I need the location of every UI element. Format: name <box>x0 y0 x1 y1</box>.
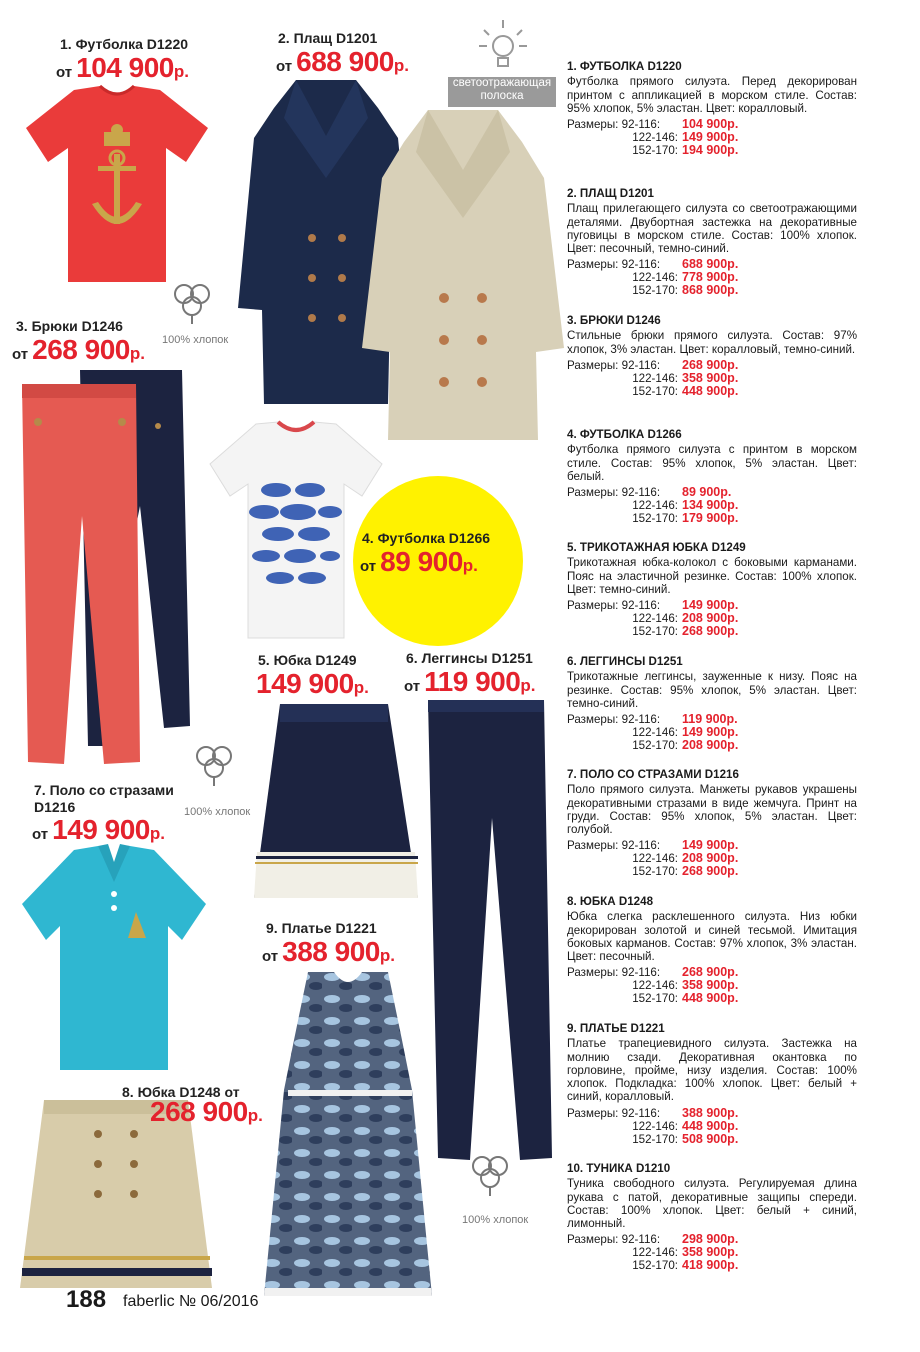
size-range: Размеры: 92-116: <box>567 599 661 613</box>
size-range: 152-170: <box>632 284 678 298</box>
cotton-flower-icon <box>168 280 216 324</box>
size-price-row <box>567 992 857 1005</box>
size-range: Размеры: 92-116: <box>567 486 661 500</box>
product-label-2: 2. Плащ D1201 <box>278 30 378 46</box>
description-text: Футболка прямого силуэта с принтом в морском стиле. Состав: 95% хлопок, 5% эластан. Цвет: белый. <box>567 443 857 483</box>
size-price: 208 900р. <box>682 611 739 626</box>
size-price-row <box>567 359 857 372</box>
size-price-list <box>567 118 857 157</box>
dress-d1221-image <box>262 970 434 1300</box>
size-price: 149 900р. <box>682 838 739 853</box>
size-price: 268 900р. <box>682 357 739 372</box>
size-range: Размеры: 92-116: <box>567 1233 661 1247</box>
size-price: 119 900р. <box>682 712 738 727</box>
description-text: Стильные брюки прямого силуэта. Состав: 97% хлопок, 3% эластан. Цвет: коралловый, темно-синий. <box>567 329 857 356</box>
description-text: Трикотажная юбка-колокол с боковыми карманами. Пояс на эластичной резинке. Состав: 100% хлопок. Цвет: темно-синий. <box>567 556 857 596</box>
size-price: 388 900р. <box>682 1105 739 1120</box>
description-heading: 3. БРЮКИ D1246 <box>567 314 661 327</box>
tshirt-d1220-image <box>22 84 212 289</box>
size-price: 418 900р. <box>682 1258 739 1273</box>
description-block-8 <box>567 895 857 1005</box>
size-range: 122-146: <box>632 1119 678 1133</box>
leggings-d1251-image <box>420 698 560 1166</box>
size-price-row <box>567 385 857 398</box>
product-price-4: от 89 900р. <box>360 546 478 577</box>
product-price-7: от 149 900р. <box>32 814 165 845</box>
size-range: Размеры: 92-116: <box>567 713 661 727</box>
size-range: 152-170: <box>632 739 678 753</box>
size-range: 152-170: <box>632 1259 678 1273</box>
trousers-d1246-image <box>18 366 198 778</box>
size-range: Размеры: 92-116: <box>567 258 661 272</box>
size-price: 179 900р. <box>682 511 739 526</box>
size-price: 134 900р. <box>682 498 739 513</box>
size-price-row <box>567 144 857 157</box>
size-range: Размеры: 92-116: <box>567 1106 661 1120</box>
size-price: 358 900р. <box>682 1245 739 1260</box>
size-range: 152-170: <box>632 865 678 879</box>
size-range: Размеры: 92-116: <box>567 358 661 372</box>
product-price-9: от 388 900р. <box>262 936 395 967</box>
size-price: 194 900р. <box>682 143 739 158</box>
size-price: 448 900р. <box>682 1118 739 1133</box>
size-price-list <box>567 713 857 752</box>
size-price: 208 900р. <box>682 738 739 753</box>
size-range: 152-170: <box>632 992 678 1006</box>
description-text: Плащ прилегающего силуэта со светоотражающими деталями. Двубортная застежка на декоративные пуговицы в морском стиле. Состав: 100% хлопок. Цвет: песочный, темно-синий. <box>567 202 857 256</box>
product-label-8: 8. Юбка D1248 от <box>122 1084 240 1100</box>
size-price: 868 900р. <box>682 283 739 298</box>
description-heading: 9. ПЛАТЬЕ D1221 <box>567 1022 665 1035</box>
description-block-4 <box>567 428 857 525</box>
size-price: 208 900р. <box>682 851 739 866</box>
product-label-6: 6. Леггинсы D1251 <box>406 650 533 666</box>
page-number: 188 <box>66 1286 107 1313</box>
description-text: Трикотажные леггинсы, зауженные к низу. Пояс на резинке. Состав: 95% хлопок, 5% эластан. Цвет: темно-синий. <box>567 670 857 710</box>
size-price-list <box>567 966 857 1005</box>
product-price-6: от 119 900р. <box>404 666 536 697</box>
product-label-3: 3. Брюки D1246 <box>16 318 123 334</box>
size-price-list <box>567 1107 857 1146</box>
description-heading: 5. ТРИКОТАЖНАЯ ЮБКА D1249 <box>567 541 746 554</box>
product-price-1: от 104 900р. <box>56 52 189 83</box>
description-heading: 6. ЛЕГГИНСЫ D1251 <box>567 655 683 668</box>
size-range: Размеры: 92-116: <box>567 118 661 132</box>
coat-sand-d1201-image <box>360 108 566 444</box>
size-range: 122-146: <box>632 612 678 626</box>
description-block-1 <box>567 60 857 157</box>
size-price: 688 900р. <box>682 257 739 272</box>
description-block-5 <box>567 541 857 638</box>
product-label-7: 7. Поло со стразами D1216 <box>34 782 174 815</box>
size-price: 149 900р. <box>682 130 739 145</box>
size-range: 122-146: <box>632 1246 678 1260</box>
size-price: 89 900р. <box>682 485 732 500</box>
description-block-7 <box>567 768 857 878</box>
size-range: 152-170: <box>632 512 678 526</box>
size-range: 122-146: <box>632 979 678 993</box>
size-range: Размеры: 92-116: <box>567 839 661 853</box>
cotton-badge-3: 100% хлопок <box>462 1214 529 1226</box>
size-price: 298 900р. <box>682 1232 739 1247</box>
size-range: 122-146: <box>632 271 678 285</box>
description-heading: 7. ПОЛО СО СТРАЗАМИ D1216 <box>567 768 739 781</box>
size-range: 152-170: <box>632 384 678 398</box>
cotton-badge-2: 100% хлопок <box>184 806 251 818</box>
product-label-5: 5. Юбка D1249 <box>258 652 357 668</box>
size-price-row <box>567 1120 857 1133</box>
description-block-9 <box>567 1022 857 1146</box>
cotton-flower-icon <box>466 1152 514 1196</box>
size-range: 152-170: <box>632 625 678 639</box>
size-range: 152-170: <box>632 144 678 158</box>
size-price: 268 900р. <box>682 965 739 980</box>
description-heading: 8. ЮБКА D1248 <box>567 895 654 908</box>
description-block-10 <box>567 1162 857 1272</box>
skirt-d1249-image <box>252 702 422 898</box>
product-price-8: 268 900р. <box>150 1096 263 1127</box>
cotton-flower-icon <box>190 742 238 786</box>
size-price-list <box>567 258 857 297</box>
size-price-list <box>567 1233 857 1272</box>
size-price-row <box>567 1107 857 1120</box>
product-label-1: 1. Футболка D1220 <box>60 36 189 52</box>
size-price: 358 900р. <box>682 978 739 993</box>
size-price: 448 900р. <box>682 991 739 1006</box>
size-price-list <box>567 359 857 398</box>
size-price: 268 900р. <box>682 624 739 639</box>
cotton-badge-1: 100% хлопок <box>162 334 229 346</box>
product-price-5: 149 900р. <box>256 668 369 699</box>
size-price-row <box>567 512 857 525</box>
description-text: Поло прямого силуэта. Манжеты рукавов украшены декоративными стразами в виде жемчуга. Принт на груди. Состав: 95% хлопок, 5% эластан. Цвет: голубой. <box>567 783 857 837</box>
description-text: Футболка прямого силуэта. Перед декорирован принтом с аппликацией в морском стиле. Состав: 95% хлопок, 5% эластан. Цвет: коралловый. <box>567 75 857 115</box>
description-block-2 <box>567 187 857 297</box>
description-heading: 10. ТУНИКА D1210 <box>567 1162 671 1175</box>
product-price-3: от 268 900р. <box>12 334 145 365</box>
size-price-list <box>567 486 857 525</box>
size-range: Размеры: 92-116: <box>567 966 661 980</box>
magazine-brand: faberlic № 06/2016 <box>123 1293 259 1310</box>
description-heading: 2. ПЛАЩ D1201 <box>567 187 654 200</box>
size-price-row <box>567 1259 857 1272</box>
size-price-row <box>567 739 857 752</box>
description-block-6 <box>567 655 857 752</box>
size-price: 268 900р. <box>682 864 739 879</box>
description-block-3 <box>567 314 857 398</box>
size-price-list <box>567 839 857 878</box>
polo-d1216-image <box>18 842 210 1074</box>
size-price: 149 900р. <box>682 725 739 740</box>
product-label-4: 4. Футболка D1266 <box>362 530 491 546</box>
size-price: 358 900р. <box>682 370 739 385</box>
description-text: Туника свободного силуэта. Регулируемая длина рукава с патой, декоративные защипы спереди. Состав: 100% хлопок. Цвет: белый + синий, лимонный. <box>567 1177 857 1231</box>
lightbulb-icon <box>478 18 528 72</box>
size-price: 778 900р. <box>682 270 739 285</box>
description-text: Юбка слегка расклешенного силуэта. Низ юбки декорирован золотой и синей тесьмой. Имитация боковых карманов. Состав: 97% хлопок, 3% эластан. Цвет: песочный. <box>567 910 857 964</box>
size-range: 122-146: <box>632 131 678 145</box>
size-range: 122-146: <box>632 852 678 866</box>
size-price: 448 900р. <box>682 383 739 398</box>
size-price-row <box>567 1133 857 1146</box>
size-price: 508 900р. <box>682 1131 739 1146</box>
reflective-strip-badge: светоотражающая полоска <box>448 77 556 107</box>
product-label-9: 9. Платье D1221 <box>266 920 377 936</box>
description-heading: 4. ФУТБОЛКА D1266 <box>567 428 682 441</box>
size-price: 149 900р. <box>682 598 739 613</box>
size-price-row <box>567 865 857 878</box>
size-range: 122-146: <box>632 726 678 740</box>
product-price-2: от 688 900р. <box>276 46 409 77</box>
size-price-row <box>567 372 857 385</box>
description-text: Платье трапециевидного силуэта. Застежка на молнию сзади. Декоративная окантовка по горловине, пройме, низу изделия. Состав: 100% хлопок. Подкладка: 100% хлопок. Цвет: белый + синий, коралловый. <box>567 1037 857 1104</box>
size-range: 122-146: <box>632 499 678 513</box>
size-price: 104 900р. <box>682 117 739 132</box>
description-heading: 1. ФУТБОЛКА D1220 <box>567 60 682 73</box>
size-price-row <box>567 625 857 638</box>
size-range: 152-170: <box>632 1132 678 1146</box>
size-range: 122-146: <box>632 371 678 385</box>
size-price-list <box>567 599 857 638</box>
size-price-row <box>567 284 857 297</box>
